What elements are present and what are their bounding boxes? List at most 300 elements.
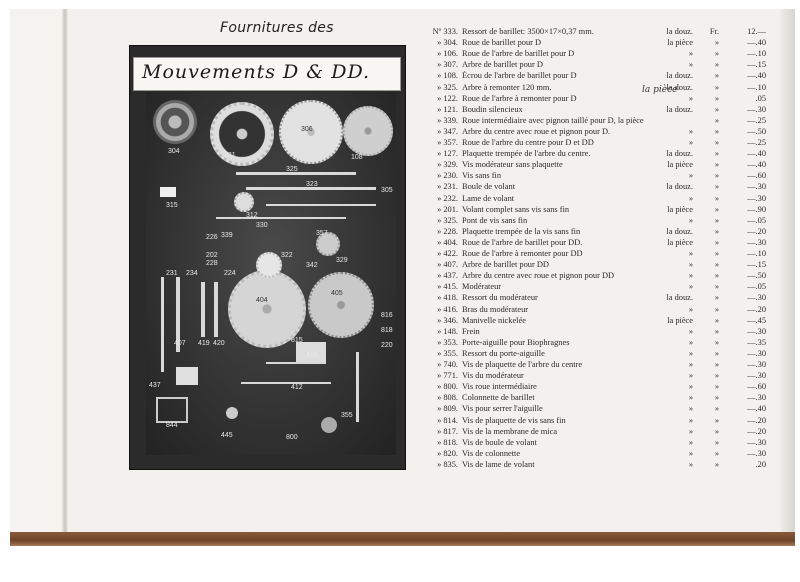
part-label: 306 [301, 126, 313, 133]
price-list-row [412, 238, 777, 249]
part-label: 407 [174, 340, 186, 347]
price-unit: » [688, 193, 693, 203]
price-unit: la douz. [666, 71, 693, 81]
price-list-row [412, 94, 777, 105]
screw-icon [226, 407, 238, 419]
mainspring-barrel-icon [153, 100, 197, 144]
part-description: Vis de boule de volant [462, 437, 537, 447]
part-price: —.05 [747, 215, 766, 225]
part-description: Volant complet sans vis sans fin [462, 204, 570, 214]
price-unit: » [688, 360, 693, 369]
price-unit: » [688, 437, 693, 447]
part-price: —.20 [747, 304, 766, 314]
facing-page-edge [10, 9, 62, 534]
currency: » [714, 426, 719, 436]
part-price: —.30 [747, 182, 766, 192]
part-number: » 835. [437, 459, 458, 469]
currency: » [714, 126, 719, 136]
part-label: 437 [149, 382, 161, 389]
part-price: —.90 [747, 204, 766, 214]
price-unit: » [688, 171, 693, 181]
price-list-row [412, 382, 777, 393]
part-label: 339 [221, 232, 233, 239]
price-list-row [412, 105, 777, 116]
part-label: 202 [206, 252, 218, 259]
large-plate-gear-icon [308, 272, 374, 338]
price-list-row [412, 71, 777, 82]
part-number: » 740. [437, 360, 458, 369]
part-label: 231 [166, 270, 178, 277]
part-description: Ressort du modérateur [462, 293, 538, 303]
price-unit: » [688, 260, 693, 270]
part-number: » 809. [437, 404, 458, 414]
price-unit: » [688, 348, 693, 358]
price-list-row [412, 293, 777, 304]
part-number: » 304. [437, 38, 458, 48]
currency: » [714, 237, 719, 247]
part-number: » 347. [437, 126, 458, 136]
part-label: 224 [224, 270, 236, 277]
part-number: » 325. [437, 82, 458, 92]
part-price: —.30 [747, 293, 766, 303]
price-unit: » [688, 93, 693, 103]
page-title: Fournitures des [220, 20, 334, 36]
price-unit: » [688, 49, 693, 59]
price-unit: » [688, 282, 693, 292]
part-label: 818 [381, 327, 393, 334]
currency: » [714, 271, 719, 281]
price-list-row [412, 38, 777, 49]
part-price: —.30 [747, 237, 766, 247]
part-label: 420 [213, 340, 225, 347]
part-price: —.60 [747, 171, 766, 181]
part-number: » 307. [437, 60, 458, 70]
part-number: » 325. [437, 215, 458, 225]
part-description: Roue de barillet pour D [462, 38, 542, 48]
part-price: —.25 [747, 138, 766, 147]
part-description: Ressort du porte-aiguille [462, 348, 545, 358]
price-list-row [412, 49, 777, 60]
part-label: 816 [381, 312, 393, 319]
part-price: —.25 [747, 115, 766, 125]
price-unit: la douz. [666, 149, 693, 159]
part-label: 323 [306, 181, 318, 188]
book-cover-edge [10, 532, 795, 546]
price-list-row [412, 138, 777, 149]
part-number: » 808. [437, 393, 458, 403]
part-price: —.30 [747, 326, 766, 336]
part-label: 800 [286, 434, 298, 441]
currency: » [714, 404, 719, 414]
part-price: —.20 [747, 226, 766, 236]
part-description: Plaquette trempée de l'arbre du centre. [462, 149, 591, 159]
price-unit: » [688, 304, 693, 314]
part-number: » 771. [437, 371, 458, 381]
spoked-wheel-icon [210, 102, 274, 166]
price-list-row [412, 438, 777, 449]
column-icon [161, 277, 164, 372]
part-price: .20 [755, 459, 766, 469]
currency: » [714, 160, 719, 170]
currency: » [714, 315, 719, 325]
part-label: 330 [256, 222, 268, 229]
currency: » [714, 193, 719, 203]
part-description: Pont de vis sans fin [462, 215, 528, 225]
part-label: 304 [168, 148, 180, 155]
part-label: 342 [306, 262, 318, 269]
rod-icon [241, 382, 331, 384]
part-description: Porte-aiguille pour Biophragnes [462, 337, 570, 347]
part-number: » 231. [437, 182, 458, 192]
part-label: 355 [341, 412, 353, 419]
part-description: Roue intermédiaire avec pignon taillé pour D, la pièce [462, 115, 644, 125]
part-description: Vis de plaquette de l'arbre du centre [462, 360, 583, 369]
currency: » [714, 93, 719, 103]
part-price: —.30 [747, 348, 766, 358]
column-icon [214, 282, 218, 337]
part-price: —.30 [747, 448, 766, 458]
currency: » [714, 360, 719, 369]
part-description: Vis de lame de volant [462, 459, 535, 469]
shaft-icon [216, 217, 346, 219]
part-price: —.05 [747, 282, 766, 292]
part-label: 445 [221, 432, 233, 439]
part-number: » 355. [437, 348, 458, 358]
currency: » [714, 49, 719, 59]
part-description: Roue de l'arbre à remonter pour D [462, 93, 577, 103]
price-list-row [412, 227, 777, 238]
currency: » [714, 437, 719, 447]
part-description: Arbre de barillet pour DD [462, 260, 549, 270]
part-number: » 820. [437, 448, 458, 458]
part-label: 419 [198, 340, 210, 347]
price-unit: » [688, 215, 693, 225]
price-unit: » [688, 382, 693, 392]
part-number: » 357. [437, 138, 458, 147]
part-number: » 127. [437, 149, 458, 159]
price-list-row [412, 27, 777, 38]
part-label: 329 [336, 257, 348, 264]
gear-icon [343, 106, 393, 156]
part-price: —.30 [747, 371, 766, 381]
price-list-row [412, 271, 777, 282]
part-label: 108 [351, 154, 363, 161]
part-label: 405 [331, 290, 343, 297]
price-unit: la pièce [667, 237, 693, 247]
part-price: —.10 [747, 249, 766, 258]
currency: » [714, 182, 719, 192]
part-number: » 201. [437, 204, 458, 214]
price-unit: » [688, 459, 693, 469]
part-number: » 122. [437, 93, 458, 103]
currency: » [714, 149, 719, 159]
price-list-row [412, 83, 777, 94]
currency: » [714, 71, 719, 81]
part-number: » 422. [437, 249, 458, 258]
star-wheel-icon [256, 252, 282, 278]
part-number: » 228. [437, 226, 458, 236]
screw-icon [321, 417, 337, 433]
part-description: Lame de volant [462, 193, 515, 203]
price-list-row [412, 338, 777, 349]
crank-icon [176, 367, 198, 385]
currency: » [714, 293, 719, 303]
frame-icon [156, 397, 188, 423]
price-list-row [412, 360, 777, 371]
price-list-row [412, 205, 777, 216]
currency: » [714, 104, 719, 114]
price-list-row [412, 449, 777, 460]
price-list-row [412, 216, 777, 227]
part-price: —.30 [747, 437, 766, 447]
part-price: —.30 [747, 393, 766, 403]
currency: » [714, 382, 719, 392]
part-label: 305 [381, 187, 393, 194]
part-label: 416 [306, 352, 318, 359]
price-unit: » [688, 448, 693, 458]
price-list-row [412, 260, 777, 271]
price-unit: » [688, 393, 693, 403]
part-description: Arbre de barillet pour D [462, 60, 543, 70]
part-description: Écrou de l'arbre de barillet pour D [462, 71, 577, 81]
part-number: » 818. [437, 437, 458, 447]
part-label: 844 [166, 422, 178, 429]
price-list-row [412, 160, 777, 171]
part-description: Plaquette trempée de la vis sans fin [462, 226, 581, 236]
price-list-row [412, 305, 777, 316]
rod-icon [266, 362, 326, 364]
part-number: » 800. [437, 382, 458, 392]
price-list-row [412, 127, 777, 138]
part-price: —.10 [747, 82, 766, 92]
part-description: Roue de l'arbre de barillet pour DD. [462, 237, 583, 247]
price-unit: la douz. [666, 182, 693, 192]
flag-part-icon [160, 187, 176, 197]
price-unit: la douz. [666, 226, 693, 236]
price-list-row [412, 116, 777, 127]
currency: » [714, 304, 719, 314]
currency: » [714, 38, 719, 48]
part-price: —.50 [747, 271, 766, 281]
part-price: —.40 [747, 149, 766, 159]
price-unit: » [688, 249, 693, 258]
part-number: » 121. [437, 104, 458, 114]
part-description: Vis de la membrane de mica [462, 426, 558, 436]
part-number: » 148. [437, 326, 458, 336]
price-list-row [412, 371, 777, 382]
currency: » [714, 448, 719, 458]
part-description: Boudin silencieux [462, 104, 523, 114]
part-price: —.40 [747, 71, 766, 81]
shaft-icon [266, 204, 376, 206]
part-description: Vis pour serrer l'aiguille [462, 404, 543, 414]
part-number: » 418. [437, 293, 458, 303]
part-description: Arbre à remonter 120 mm. [462, 82, 552, 92]
price-list-row [412, 327, 777, 338]
part-description: Bras du modérateur [462, 304, 529, 314]
part-number: » 817. [437, 426, 458, 436]
part-price: —.10 [747, 49, 766, 59]
part-label: 404 [256, 297, 268, 304]
price-unit: la douz. [666, 82, 693, 92]
price-unit: » [688, 326, 693, 336]
page-right-edge [780, 9, 795, 534]
part-label: 321 [224, 152, 236, 159]
part-label: 815 [291, 337, 303, 344]
part-label: 220 [381, 342, 393, 349]
price-list-row [412, 249, 777, 260]
price-unit: » [688, 371, 693, 381]
part-number: » 404. [437, 237, 458, 247]
part-price: —.15 [747, 60, 766, 70]
part-label: 412 [291, 384, 303, 391]
price-list-row [412, 393, 777, 404]
price-unit: la pièce [667, 315, 693, 325]
part-number: » 339. [437, 115, 458, 125]
part-price: —.50 [747, 126, 766, 136]
part-description: Vis modérateur sans plaquette [462, 160, 563, 170]
part-number: » 106. [437, 49, 458, 59]
price-unit: la pièce [667, 204, 693, 214]
part-number: » 415. [437, 282, 458, 292]
currency: » [714, 115, 719, 125]
part-number: » 353. [437, 337, 458, 347]
price-unit: » [688, 426, 693, 436]
currency: » [714, 215, 719, 225]
part-price: —.40 [747, 160, 766, 170]
currency: Fr. [709, 27, 719, 36]
price-list-row [412, 349, 777, 360]
price-list-row [412, 182, 777, 193]
part-number: » 232. [437, 193, 458, 203]
price-list-row [412, 171, 777, 182]
price-unit: » [688, 271, 693, 281]
currency: » [714, 82, 719, 92]
part-label: 357 [316, 230, 328, 237]
currency: » [714, 138, 719, 147]
page-gutter [62, 9, 68, 534]
price-list-row [412, 460, 777, 471]
part-label: 234 [186, 270, 198, 277]
price-list-row [412, 282, 777, 293]
price-unit: la douz. [666, 27, 693, 36]
part-description: Vis sans fin [462, 171, 502, 181]
price-list-row [412, 149, 777, 160]
price-list-row [412, 316, 777, 327]
currency: » [714, 326, 719, 336]
part-label: 325 [286, 166, 298, 173]
price-unit: » [688, 126, 693, 136]
part-price: .05 [755, 93, 766, 103]
price-unit: la douz. [666, 293, 693, 303]
board-title: Mouvements D & DD. [142, 61, 371, 83]
currency: » [714, 371, 719, 381]
part-description: Vis de plaquette de vis sans fin [462, 415, 566, 425]
part-price: —.35 [747, 337, 766, 347]
part-price: 12.— [747, 27, 766, 36]
part-description: Modérateur [462, 282, 502, 292]
part-number: Nº 333. [432, 27, 458, 36]
part-description: Colonnette de barillet [462, 393, 535, 403]
part-number: » 329. [437, 160, 458, 170]
currency: » [714, 282, 719, 292]
board-sign [133, 57, 401, 91]
currency: » [714, 459, 719, 469]
part-description: Vis du modérateur [462, 371, 524, 381]
part-price: —.30 [747, 360, 766, 369]
part-description: Arbre du centre avec roue et pignon pour DD [462, 271, 615, 281]
price-unit: » [688, 337, 693, 347]
part-number: » 407. [437, 260, 458, 270]
part-label: 228 [206, 260, 218, 267]
currency: » [714, 393, 719, 403]
part-description: Roue de l'arbre du centre pour D et DD [462, 138, 594, 147]
part-label: 226 [206, 234, 218, 241]
currency: » [714, 171, 719, 181]
pinion-icon [234, 192, 254, 212]
part-price: —.60 [747, 382, 766, 392]
part-number: » 346. [437, 315, 458, 325]
price-unit: » [688, 404, 693, 414]
currency: » [714, 348, 719, 358]
part-label: 315 [166, 202, 178, 209]
part-price: —.20 [747, 415, 766, 425]
price-unit: la douz. [666, 104, 693, 114]
currency: » [714, 249, 719, 258]
part-price: —.20 [747, 426, 766, 436]
part-label: 312 [246, 212, 258, 219]
part-price: —.40 [747, 38, 766, 48]
price-list-row [412, 404, 777, 415]
part-number: » 814. [437, 415, 458, 425]
currency: » [714, 226, 719, 236]
part-description: Roue de l'arbre de barillet pour D [462, 49, 575, 59]
part-description: Manivelle nickelée [462, 315, 526, 325]
part-price: —.30 [747, 193, 766, 203]
price-unit: » [688, 415, 693, 425]
currency: » [714, 204, 719, 214]
part-description: Boule de volant [462, 182, 516, 192]
price-list-row [412, 416, 777, 427]
part-description: Vis roue intermédiaire [462, 382, 537, 392]
part-description: Ressort de barillet: 3500×17×0,37 mm. [462, 27, 594, 36]
part-description: Arbre du centre avec roue et pignon pour D. [462, 126, 611, 136]
part-number: » 230. [437, 171, 458, 181]
part-price: —.40 [747, 404, 766, 414]
parts-panel [146, 92, 396, 455]
price-unit: la pièce [667, 38, 693, 48]
price-unit: » [688, 138, 693, 147]
part-description: Roue de l'arbre à remonter pour DD [462, 249, 583, 258]
currency: » [714, 337, 719, 347]
price-unit: » [688, 60, 693, 70]
currency: » [714, 60, 719, 70]
price-list-row [412, 60, 777, 71]
price-list-row [412, 427, 777, 438]
part-number: » 437. [437, 271, 458, 281]
part-description: Vis de colonnette [462, 448, 521, 458]
part-price: —.15 [747, 260, 766, 270]
handwritten-note: la pièce [642, 85, 678, 95]
part-price: —.30 [747, 104, 766, 114]
price-unit: la pièce [667, 160, 693, 170]
column-icon [201, 282, 205, 337]
part-price: —.45 [747, 315, 766, 325]
part-number: » 416. [437, 304, 458, 314]
part-number: » 108. [437, 71, 458, 81]
part-label: 322 [281, 252, 293, 259]
rod-icon [356, 352, 359, 422]
